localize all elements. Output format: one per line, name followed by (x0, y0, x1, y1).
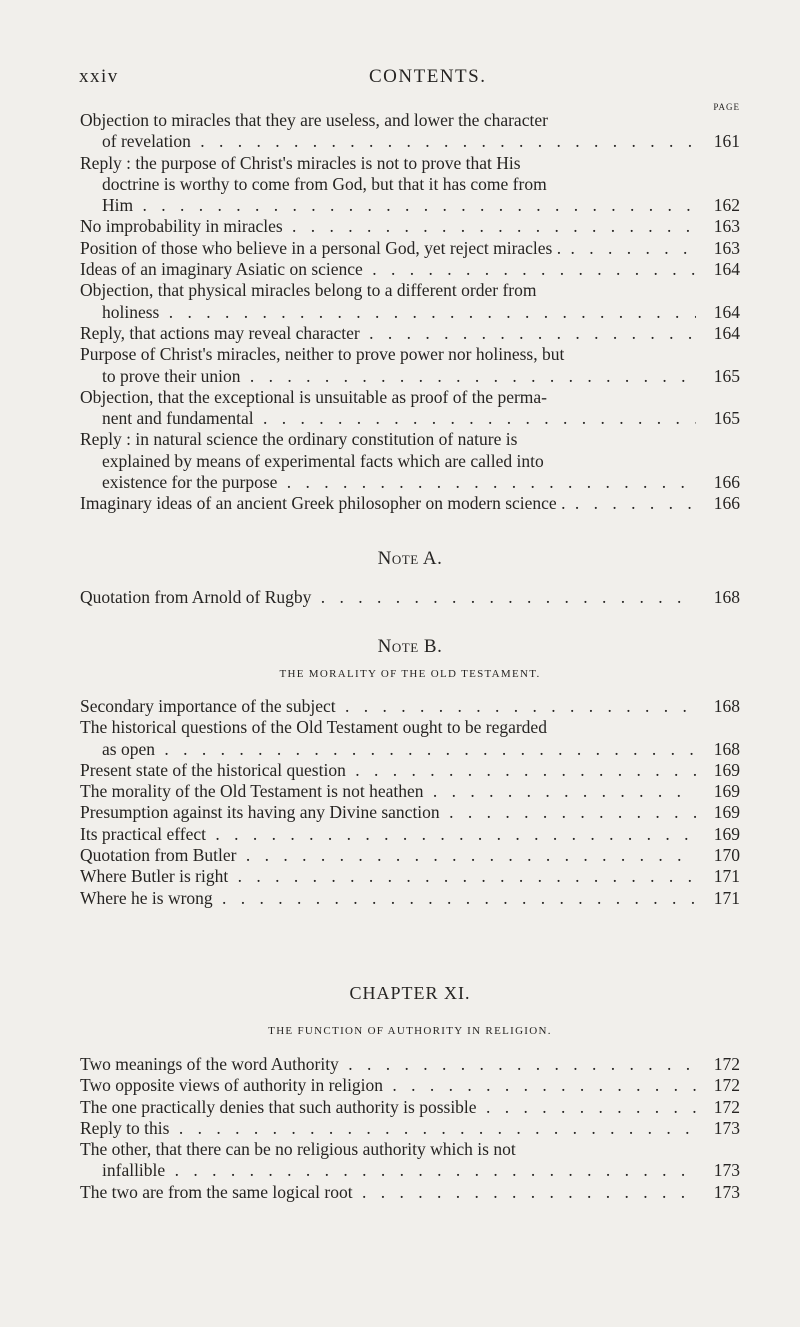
entry-text-line: Him . . . (80, 195, 740, 216)
entry-text-line: The morality of the Old Testament is not heathen . . . (80, 781, 740, 802)
entry-page-number: 168 (696, 587, 740, 608)
entry-page-number: 166 (696, 493, 740, 514)
contents-entry (80, 1118, 740, 1139)
entry-page-number: 173 (696, 1118, 740, 1139)
contents-entry (80, 845, 740, 866)
entry-page-number: 163 (696, 238, 740, 259)
contents-entry (80, 1182, 740, 1203)
entry-text-line: of revelation . . . (80, 131, 740, 152)
entry-text-line: infallible . . . (80, 1160, 740, 1181)
entry-text-line: Reply, that actions may reveal character . . . (80, 323, 740, 344)
entry-text-line: Objection, that physical miracles belong to a different order from (80, 280, 537, 301)
contents-entry (80, 429, 740, 493)
entry-page-number: 172 (696, 1075, 740, 1096)
contents-entry (80, 387, 740, 430)
chapter-xi-subheading: THE FUNCTION OF AUTHORITY IN RELIGION. (268, 1025, 552, 1037)
entry-page-number: 164 (696, 259, 740, 280)
entry-text-line: Position of those who believe in a personal God, yet reject miracles . . . . (80, 238, 740, 259)
entry-text-line: Two meanings of the word Authority . . . (80, 1054, 740, 1075)
contents-entry (80, 110, 740, 153)
contents-section-main (80, 110, 740, 515)
entry-page-number: 161 (696, 131, 740, 152)
entry-text-line: Present state of the historical question . . . (80, 760, 740, 781)
entry-page-number: 162 (696, 195, 740, 216)
entry-page-number: 163 (696, 216, 740, 237)
entry-text-line: Quotation from Butler . . . (80, 845, 740, 866)
entry-page-number: 169 (696, 824, 740, 845)
page-folio: xxiv (79, 66, 119, 87)
entry-page-number: 172 (696, 1097, 740, 1118)
contents-entry (80, 1139, 740, 1182)
note-b-entries (80, 696, 740, 909)
contents-entry (80, 824, 740, 845)
entry-text-line: Quotation from Arnold of Rugby . . . (80, 587, 740, 608)
entry-text-line: The two are from the same logical root . . . (80, 1182, 740, 1203)
entry-text-line: explained by means of experimental facts which are called into (102, 450, 544, 471)
entry-text-line: to prove their union . . . (80, 366, 740, 387)
entry-page-number: 164 (696, 302, 740, 323)
entry-text-line: Imaginary ideas of an ancient Greek philosopher on modern science . . . . (80, 493, 740, 514)
chapter-xi-heading: CHAPTER XI. (349, 983, 471, 1003)
entry-text-line: Objection, that the exceptional is unsuitable as proof of the perma- (80, 386, 548, 407)
contents-entry (80, 866, 740, 887)
contents-entry (80, 1054, 740, 1075)
entry-text-line: doctrine is worthy to come from God, but that it has come from (102, 173, 547, 194)
contents-entry (80, 238, 740, 259)
chapter-xi-entries (80, 1054, 740, 1203)
contents-entry (80, 717, 740, 760)
entry-text-line: holiness . . . (80, 302, 740, 323)
contents-entry (80, 781, 740, 802)
entry-text-line: Reply : in natural science the ordinary constitution of nature is (80, 429, 518, 450)
contents-entry (80, 760, 740, 781)
entry-page-number: 171 (696, 888, 740, 909)
entry-text-line: existence for the purpose . . . (80, 472, 740, 493)
entry-page-number: 171 (696, 866, 740, 887)
entry-page-number: 173 (696, 1160, 740, 1181)
contents-entry (80, 1075, 740, 1096)
entry-text-line: Where he is wrong . . . (80, 888, 740, 909)
entry-text-line: No improbability in miracles . . . (80, 216, 740, 237)
entry-text-line: Objection to miracles that they are useless, and lower the character (80, 110, 548, 130)
contents-entry (80, 1097, 740, 1118)
entry-page-number: 172 (696, 1054, 740, 1075)
entry-page-number: 166 (696, 472, 740, 493)
contents-entry (80, 153, 740, 217)
entry-text-line: The other, that there can be no religious authority which is not (80, 1139, 516, 1160)
contents-entry (80, 216, 740, 237)
contents-entry (80, 344, 740, 387)
contents-entry (80, 280, 740, 323)
page-column-label: PAGE (713, 102, 740, 112)
entry-text-line: Where Butler is right . . . (80, 866, 740, 887)
entry-page-number: 165 (696, 408, 740, 429)
note-a-entries (80, 587, 740, 608)
note-b-subheading: THE MORALITY OF THE OLD TESTAMENT. (279, 668, 541, 680)
contents-entry (80, 323, 740, 344)
contents-entry (80, 259, 740, 280)
note-b-heading: Note B. (377, 636, 443, 657)
running-head (79, 66, 739, 94)
note-a-heading: Note A. (377, 548, 443, 569)
entry-text-line: Its practical effect . . . (80, 824, 740, 845)
entry-page-number: 173 (696, 1182, 740, 1203)
entry-text-line: nent and fundamental . . . (80, 408, 740, 429)
entry-page-number: 169 (696, 760, 740, 781)
entry-text-line: Secondary importance of the subject . . . (80, 696, 740, 717)
entry-page-number: 169 (696, 802, 740, 823)
entry-page-number: 170 (696, 845, 740, 866)
entry-page-number: 169 (696, 781, 740, 802)
entry-page-number: 164 (696, 323, 740, 344)
entry-page-number: 168 (696, 739, 740, 760)
entry-text-line: The one practically denies that such authority is possible . . . (80, 1097, 740, 1118)
entry-text-line: Ideas of an imaginary Asiatic on science . . . (80, 259, 740, 280)
entry-text-line: Presumption against its having any Divine sanction . . . (80, 802, 740, 823)
contents-entry (80, 802, 740, 823)
contents-entry (80, 493, 740, 514)
entry-text-line: Purpose of Christ's miracles, neither to prove power nor holiness, but (80, 344, 565, 365)
entry-text-line: Two opposite views of authority in religion . . . (80, 1075, 740, 1096)
contents-entry (80, 587, 740, 608)
contents-entry (80, 696, 740, 717)
entry-page-number: 168 (696, 696, 740, 717)
running-head-title: CONTENTS. (369, 66, 487, 87)
entry-text-line: Reply : the purpose of Christ's miracles is not to prove that His (80, 152, 521, 173)
entry-text-line: Reply to this . . . (80, 1118, 740, 1139)
entry-page-number: 165 (696, 366, 740, 387)
entry-text-line: as open . . . (80, 739, 740, 760)
contents-entry (80, 888, 740, 909)
entry-text-line: The historical questions of the Old Testament ought to be regarded (80, 717, 547, 738)
